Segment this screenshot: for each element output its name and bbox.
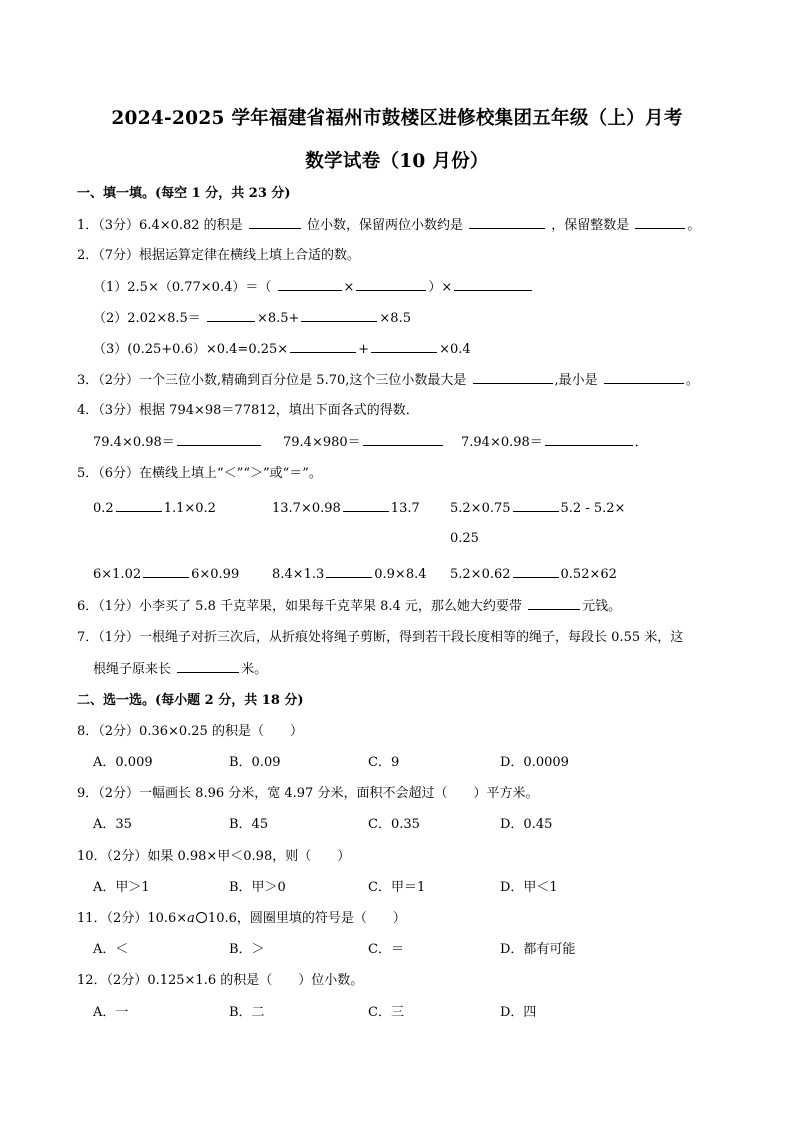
q11-option-a[interactable]: A．＜ bbox=[93, 942, 129, 957]
q8-option-c[interactable]: C．9 bbox=[368, 755, 400, 770]
q11-option-d[interactable]: D．都有可能 bbox=[500, 942, 576, 957]
q3-text-c: 。 bbox=[685, 373, 699, 388]
q1-text-d: 。 bbox=[687, 218, 701, 233]
q5-r2c3-left: 5.2×0.62 bbox=[450, 567, 511, 582]
q3-text-b: ,最小是 bbox=[554, 373, 598, 388]
q11-variable: a bbox=[187, 911, 195, 926]
q11-text-b: 10.6，圆圈里填的符号是（ ） bbox=[207, 911, 406, 926]
q11-text-a: 11．（2分）10.6× bbox=[77, 911, 188, 926]
q5-r1c2-left: 13.7×0.98 bbox=[272, 501, 341, 516]
q12-option-d[interactable]: D．四 bbox=[500, 1005, 537, 1020]
q5-r2c2-blank[interactable] bbox=[326, 566, 372, 578]
q11-circle-blank[interactable] bbox=[196, 912, 207, 923]
q1-blank-3[interactable] bbox=[635, 217, 685, 229]
q5-r1-c2 bbox=[272, 500, 420, 517]
q5-r2c1-blank[interactable] bbox=[143, 566, 189, 578]
q9-option-d[interactable]: D．0.45 bbox=[500, 817, 553, 832]
section-2-heading: 二、选一选。(每小题 2 分，共 18 分) bbox=[77, 693, 304, 708]
q3-blank-1[interactable] bbox=[473, 372, 553, 384]
question-4-expr-3 bbox=[461, 434, 648, 451]
q10-option-a[interactable]: A．甲＞1 bbox=[93, 880, 150, 895]
q2-s3-blank-2[interactable] bbox=[371, 341, 437, 353]
q12-option-a[interactable]: A．一 bbox=[93, 1005, 129, 1020]
q5-r1c1-blank[interactable] bbox=[116, 500, 162, 512]
q5-r1c3-blank[interactable] bbox=[513, 500, 559, 512]
q4-e1-text: 79.4×0.98＝ bbox=[93, 435, 175, 450]
q5-r1-c3 bbox=[450, 500, 625, 517]
question-8-stem: 8．（2分）0.36×0.25 的积是（ ） bbox=[77, 724, 303, 739]
q5-r2c1-left: 6×1.02 bbox=[93, 567, 142, 582]
q2-s3-text-c: ×0.4 bbox=[439, 342, 471, 357]
q5-r1c1-left: 0.2 bbox=[93, 501, 114, 516]
question-9-stem: 9．（2分）一幅画长 8.96 分米，宽 4.97 分米，面积不会超过（ ）平方米。 bbox=[77, 786, 539, 801]
question-4-stem: 4．（3分）根据 794×98＝77812，填出下面各式的得数． bbox=[77, 403, 419, 418]
question-1 bbox=[77, 217, 700, 234]
q4-e1-blank[interactable] bbox=[177, 434, 261, 446]
q5-r1c3-right: 5.2 - 5.2× bbox=[560, 501, 626, 516]
q5-r1c1-right: 1.1×0.2 bbox=[163, 501, 216, 516]
q7-text-b: 根绳子原来长 bbox=[93, 662, 172, 677]
q10-option-b[interactable]: B．甲＞0 bbox=[229, 880, 286, 895]
question-2-stem: 2．（7分）根据运算定律在横线上填上合适的数。 bbox=[77, 248, 361, 263]
q2-s3-blank-1[interactable] bbox=[290, 341, 356, 353]
q5-r1c2-blank[interactable] bbox=[343, 500, 389, 512]
q2-s1-text-b: × bbox=[343, 280, 355, 295]
q2-s2-text-b: ×8.5+ bbox=[256, 311, 300, 326]
q2-s1-blank-1[interactable] bbox=[278, 279, 342, 291]
q9-option-c[interactable]: C．0.35 bbox=[368, 817, 420, 832]
q1-blank-1[interactable] bbox=[249, 217, 301, 229]
q8-option-d[interactable]: D．0.0009 bbox=[500, 755, 569, 770]
q1-text-b: 位小数，保留两位小数约是 bbox=[306, 218, 463, 233]
question-4-expr-1 bbox=[93, 434, 263, 451]
q4-e2-blank[interactable] bbox=[363, 434, 443, 446]
q1-blank-2[interactable] bbox=[469, 217, 545, 229]
q5-r2c2-left: 8.4×1.3 bbox=[272, 567, 325, 582]
question-7-line-2 bbox=[93, 661, 267, 678]
q9-option-b[interactable]: B．45 bbox=[229, 817, 269, 832]
q5-r2c2-right: 0.9×8.4 bbox=[374, 567, 427, 582]
q5-r1c2-right: 13.7 bbox=[390, 501, 420, 516]
q2-s2-blank-1[interactable] bbox=[207, 310, 255, 322]
q2-s3-text-b: + bbox=[358, 342, 370, 357]
q6-blank[interactable] bbox=[528, 598, 580, 610]
q3-text-a: 3．（2分）一个三位小数,精确到百分位是 5.70,这个三位小数最大是 bbox=[77, 373, 467, 388]
q6-text-b: 元钱。 bbox=[582, 599, 622, 614]
q5-r1c3-left: 5.2×0.75 bbox=[450, 501, 511, 516]
question-6 bbox=[77, 598, 621, 615]
page-title: 2024-2025 学年福建省福州市鼓楼区进修校集团五年级（上）月考 bbox=[111, 108, 683, 129]
q6-text-a: 6．（1分）小李买了 5.8 千克苹果，如果每千克苹果 8.4 元，那么她大约要带 bbox=[77, 599, 522, 614]
q2-s2-blank-2[interactable] bbox=[301, 310, 377, 322]
q5-r1-c1 bbox=[93, 500, 216, 517]
question-3 bbox=[77, 372, 699, 389]
q11-option-c[interactable]: C．＝ bbox=[368, 942, 404, 957]
q2-s2-text-c: ×8.5 bbox=[379, 311, 411, 326]
q8-option-b[interactable]: B．0.09 bbox=[229, 755, 281, 770]
question-2-sub-2 bbox=[93, 310, 411, 327]
q11-option-b[interactable]: B．＞ bbox=[229, 942, 265, 957]
section-1-heading: 一、填一填。(每空 1 分，共 23 分) bbox=[77, 186, 291, 201]
q2-s1-blank-3[interactable] bbox=[454, 279, 532, 291]
question-12-stem: 12．（2分）0.125×1.6 的积是（ ）位小数。 bbox=[77, 973, 364, 988]
question-10-stem: 10．（2分）如果 0.98×甲＜0.98，则（ ） bbox=[77, 849, 351, 864]
q3-blank-2[interactable] bbox=[604, 372, 684, 384]
q2-s2-text-a: （2）2.02×8.5＝ bbox=[93, 311, 201, 326]
q5-r2c3-right: 0.52×62 bbox=[560, 567, 617, 582]
q8-option-a[interactable]: A．0.009 bbox=[93, 755, 153, 770]
q2-s3-text-a: （3）(0.25+0.6）×0.4=0.25× bbox=[93, 342, 289, 357]
q4-e3-text: 7.94×0.98＝ bbox=[461, 435, 543, 450]
question-4-expr-2 bbox=[283, 434, 445, 451]
q9-option-a[interactable]: A．35 bbox=[93, 817, 132, 832]
q1-text-a: 1．（3分）6.4×0.82 的积是 bbox=[77, 218, 243, 233]
question-5-stem: 5．（6分）在横线上填上“＜”“＞”或“＝”。 bbox=[77, 466, 322, 481]
question-2-sub-1 bbox=[93, 279, 534, 296]
q4-end-text: ． bbox=[634, 435, 648, 450]
q5-r2c1-right: 6×0.99 bbox=[191, 567, 240, 582]
q12-option-b[interactable]: B．二 bbox=[229, 1005, 265, 1020]
q2-s1-blank-2[interactable] bbox=[356, 279, 426, 291]
q5-r1-c3-cont: 0.25 bbox=[450, 531, 479, 546]
q2-s1-text-c: ）× bbox=[428, 280, 453, 295]
q7-blank[interactable] bbox=[177, 661, 239, 673]
question-11-stem bbox=[77, 911, 406, 927]
q5-r2-c1 bbox=[93, 566, 239, 583]
q5-r2c3-blank[interactable] bbox=[513, 566, 559, 578]
question-7-line-1: 7．（1分）一根绳子对折三次后，从折痕处将绳子剪断，得到若干段长度相等的绳子，每段长 0.55 米，这 bbox=[77, 630, 684, 645]
q10-option-d[interactable]: D．甲＜1 bbox=[500, 880, 558, 895]
question-2-sub-3 bbox=[93, 341, 471, 358]
q1-text-c: ，保留整数是 bbox=[551, 218, 630, 233]
q12-option-c[interactable]: C．三 bbox=[368, 1005, 404, 1020]
q4-e2-text: 79.4×980＝ bbox=[283, 435, 361, 450]
q5-r2-c3 bbox=[450, 566, 617, 583]
q2-s1-text-a: （1）2.5×（0.77×0.4）＝（ bbox=[93, 280, 272, 295]
q10-option-c[interactable]: C．甲＝1 bbox=[368, 880, 426, 895]
q7-text-c: 米。 bbox=[241, 662, 268, 677]
page-subtitle: 数学试卷（10 月份） bbox=[305, 151, 489, 172]
q4-e3-blank[interactable] bbox=[545, 434, 633, 446]
q5-r2-c2 bbox=[272, 566, 427, 583]
